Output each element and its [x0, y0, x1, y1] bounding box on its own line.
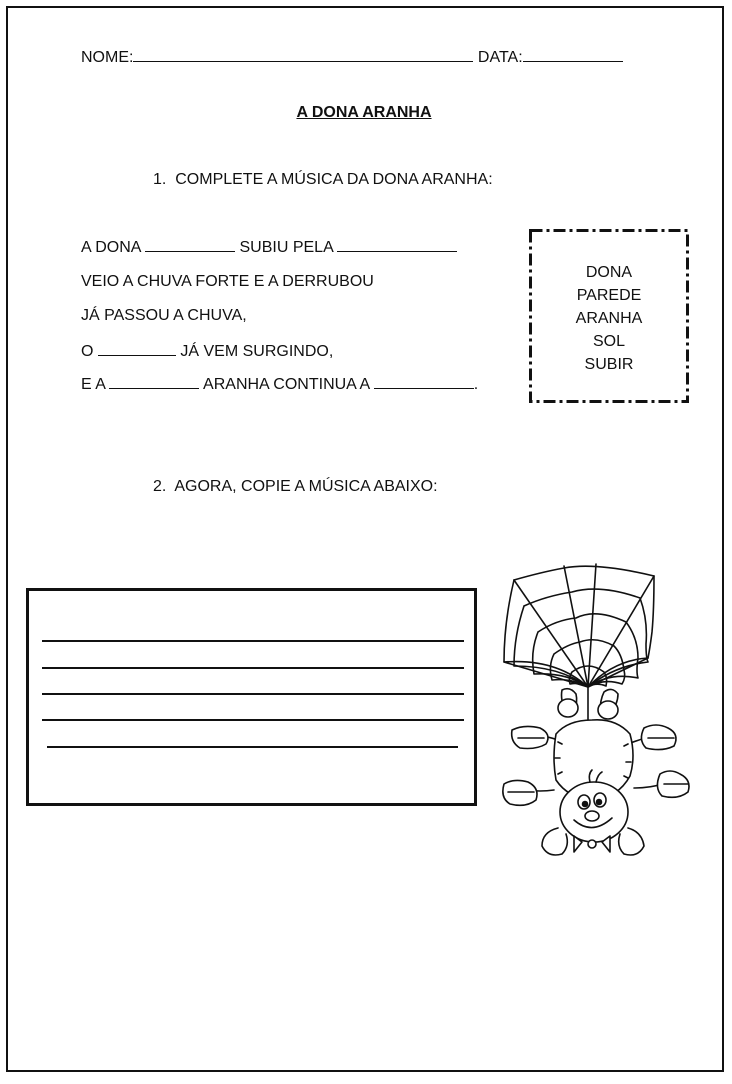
song-line-1	[81, 237, 457, 258]
blank-5[interactable]	[374, 374, 474, 389]
song-line-5	[81, 374, 478, 395]
blank-2[interactable]	[337, 237, 457, 252]
writing-line[interactable]	[42, 667, 464, 669]
song-line-5-part-a: E A	[81, 376, 106, 393]
blank-3[interactable]	[98, 341, 176, 356]
song-line-4	[81, 341, 333, 362]
song-line-4-part-a: O	[81, 343, 94, 360]
word-bank-item: SOL	[592, 333, 625, 350]
question-2-text: AGORA, COPIE A MÚSICA ABAIXO:	[174, 478, 438, 495]
question-1-number: 1.	[153, 171, 167, 188]
name-row	[81, 47, 623, 68]
writing-line[interactable]	[47, 746, 458, 748]
song-line-3: JÁ PASSOU A CHUVA,	[81, 307, 247, 324]
name-field[interactable]	[133, 47, 473, 62]
song-line-1-part-b: SUBIU PELA	[239, 239, 333, 256]
word-bank-list	[529, 261, 689, 376]
web-icon	[504, 564, 654, 687]
song-line-5-end: .	[473, 376, 479, 393]
word-bank-box	[529, 229, 689, 403]
word-bank-item: SUBIR	[584, 356, 634, 373]
song-line-5-part-b: ARANHA CONTINUA A	[203, 376, 370, 393]
question-2	[153, 477, 438, 497]
page-border	[6, 6, 724, 1072]
writing-line[interactable]	[42, 640, 464, 642]
word-bank-item: ARANHA	[575, 310, 643, 327]
date-label: DATA:	[477, 49, 523, 66]
question-1-text: COMPLETE A MÚSICA DA DONA ARANHA:	[175, 171, 493, 188]
spider-on-web-icon	[496, 562, 696, 872]
word-bank-item: DONA	[585, 264, 633, 281]
writing-line[interactable]	[42, 693, 464, 695]
song-line-2: VEIO A CHUVA FORTE E A DERRUBOU	[81, 273, 374, 290]
copy-box[interactable]	[26, 588, 477, 806]
song-line-1-part-a: A DONA	[81, 239, 141, 256]
song-line-4-part-b: JÁ VEM SURGINDO,	[180, 343, 334, 360]
blank-1[interactable]	[145, 237, 235, 252]
question-1	[153, 170, 493, 190]
date-field[interactable]	[523, 47, 623, 62]
writing-line[interactable]	[42, 719, 464, 721]
blank-4[interactable]	[109, 374, 199, 389]
page-title: A DONA ARANHA	[296, 104, 432, 121]
name-label: NOME:	[81, 49, 134, 66]
question-2-number: 2.	[153, 478, 167, 495]
word-bank-item: PAREDE	[576, 287, 642, 304]
